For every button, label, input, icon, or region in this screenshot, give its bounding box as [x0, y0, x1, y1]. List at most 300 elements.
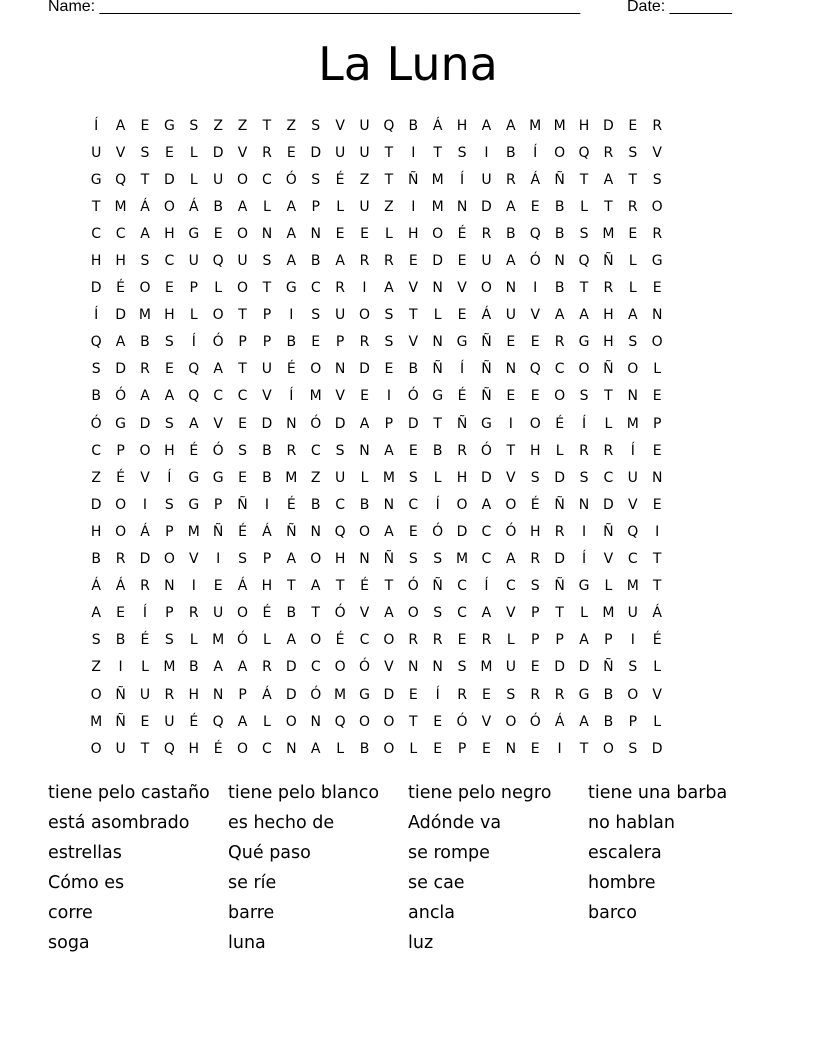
- grid-letter: R: [554, 686, 565, 703]
- grid-letter: Ñ: [603, 523, 614, 540]
- grid-letter: U: [213, 605, 224, 622]
- word-list-item: tiene una barba: [588, 783, 728, 803]
- grid-letter: N: [578, 496, 590, 513]
- grid-letter: A: [237, 659, 248, 676]
- grid-letter: S: [408, 469, 418, 486]
- grid-letter: S: [408, 551, 418, 568]
- grid-row: [84, 437, 732, 464]
- grid-letter: D: [603, 117, 614, 134]
- grid-letter: E: [530, 740, 540, 757]
- grid-letter: E: [457, 253, 467, 270]
- grid-letter: S: [311, 307, 321, 324]
- grid-row: [84, 573, 732, 600]
- grid-letter: T: [628, 171, 638, 188]
- grid-letter: D: [285, 659, 297, 676]
- grid-letter: C: [457, 578, 467, 595]
- grid-letter: B: [506, 144, 516, 161]
- grid-letter: E: [408, 442, 418, 459]
- grid-letter: B: [286, 605, 297, 622]
- grid-letter: N: [651, 307, 663, 324]
- grid-letter: N: [286, 740, 297, 757]
- grid-row: [84, 356, 732, 383]
- grid-letter: L: [214, 280, 223, 297]
- grid-letter: Ñ: [115, 713, 126, 730]
- grid-letter: D: [212, 144, 224, 161]
- grid-letter: E: [652, 496, 662, 513]
- grid-letter: S: [91, 361, 101, 378]
- grid-letter: V: [506, 605, 516, 622]
- grid-letter: T: [311, 605, 320, 622]
- grid-letter: G: [188, 496, 200, 513]
- grid-letter: I: [411, 198, 416, 215]
- grid-letter: Í: [459, 361, 465, 378]
- grid-letter: I: [216, 551, 221, 568]
- grid-letter: L: [360, 469, 369, 486]
- grid-letter: O: [310, 632, 322, 649]
- grid-letter: Z: [91, 469, 101, 486]
- grid-letter: Z: [91, 659, 101, 676]
- grid-letter: Z: [310, 469, 321, 486]
- grid-letter: P: [628, 713, 638, 730]
- grid-letter: O: [163, 551, 175, 568]
- word-list-item: corre: [48, 903, 93, 923]
- grid-letter: C: [481, 523, 492, 540]
- grid-letter: Q: [163, 740, 175, 757]
- grid-letter: D: [651, 740, 663, 757]
- grid-letter: T: [408, 713, 418, 730]
- date-field: [627, 0, 732, 16]
- grid-letter: S: [579, 225, 589, 242]
- grid-letter: I: [484, 144, 489, 161]
- grid-letter: Ó: [285, 171, 297, 188]
- grid-letter: B: [115, 632, 126, 649]
- date-label: Date:: [627, 0, 666, 15]
- grid-letter: Q: [212, 713, 224, 730]
- grid-letter: Ó: [456, 713, 468, 730]
- grid-letter: Q: [334, 523, 346, 540]
- grid-letter: A: [603, 171, 614, 188]
- grid-letter: R: [140, 578, 150, 595]
- grid-letter: L: [506, 632, 515, 649]
- grid-letter: Q: [529, 225, 541, 242]
- grid-letter: Q: [90, 334, 102, 351]
- grid-row: [84, 600, 732, 627]
- grid-letter: T: [91, 198, 101, 215]
- grid-letter: Á: [91, 578, 101, 595]
- grid-letter: V: [384, 659, 394, 676]
- grid-letter: C: [310, 280, 321, 297]
- grid-letter: H: [164, 225, 175, 242]
- grid-letter: R: [530, 686, 541, 703]
- grid-letter: H: [408, 225, 419, 242]
- word-list-item: se ríe: [228, 873, 277, 893]
- grid-letter: T: [604, 198, 613, 215]
- grid-letter: S: [335, 442, 345, 459]
- grid-letter: Q: [212, 253, 224, 270]
- grid-letter: É: [457, 225, 467, 242]
- grid-letter: C: [457, 605, 467, 622]
- grid-letter: B: [262, 469, 272, 486]
- grid-letter: T: [604, 388, 613, 405]
- word-list-item: tiene pelo blanco: [228, 783, 380, 803]
- grid-letter: A: [164, 388, 175, 405]
- word-list-item: se cae: [408, 873, 465, 893]
- grid-letter: P: [165, 605, 174, 622]
- grid-row: [84, 383, 732, 410]
- word-list-item: está asombrado: [48, 813, 190, 833]
- grid-letter: O: [334, 659, 346, 676]
- grid-letter: C: [310, 659, 321, 676]
- grid-row: [84, 518, 732, 545]
- grid-letter: O: [554, 144, 566, 161]
- grid-letter: L: [189, 632, 198, 649]
- grid-letter: R: [505, 171, 516, 188]
- grid-letter: A: [310, 740, 321, 757]
- grid-letter: U: [627, 469, 638, 486]
- grid-letter: T: [287, 578, 296, 595]
- grid-letter: N: [651, 469, 663, 486]
- word-list-item: es hecho de: [228, 813, 335, 833]
- grid-letter: O: [505, 496, 517, 513]
- grid-letter: Ñ: [115, 686, 126, 703]
- grid-letter: O: [627, 686, 639, 703]
- grid-letter: S: [530, 578, 540, 595]
- grid-letter: U: [481, 253, 492, 270]
- grid-letter: T: [140, 740, 150, 757]
- grid-letter: Ñ: [603, 361, 614, 378]
- grid-letter: Ñ: [554, 496, 565, 513]
- grid-letter: U: [505, 307, 516, 324]
- grid-letter: Q: [334, 713, 346, 730]
- grid-letter: U: [139, 686, 151, 703]
- grid-letter: O: [237, 740, 249, 757]
- grid-letter: B: [506, 225, 516, 242]
- grid-letter: Ó: [480, 442, 492, 459]
- grid-letter: H: [188, 740, 200, 757]
- grid-letter: A: [213, 361, 223, 378]
- grid-letter: Í: [459, 171, 465, 188]
- grid-letter: V: [335, 117, 345, 134]
- grid-letter: B: [262, 442, 272, 459]
- grid-letter: Ñ: [481, 388, 492, 405]
- grid-letter: R: [432, 632, 443, 649]
- grid-letter: M: [285, 469, 298, 486]
- grid-letter: L: [604, 415, 613, 432]
- grid-letter: R: [359, 334, 370, 351]
- grid-letter: O: [383, 713, 395, 730]
- grid-letter: E: [652, 280, 662, 297]
- grid-letter: S: [652, 171, 662, 188]
- grid-letter: O: [651, 198, 663, 215]
- grid-letter: E: [335, 225, 345, 242]
- grid-letter: B: [140, 334, 150, 351]
- grid-letter: P: [116, 442, 125, 459]
- grid-letter: C: [335, 496, 345, 513]
- grid-letter: T: [652, 551, 662, 568]
- grid-letter: S: [91, 632, 101, 649]
- grid-letter: O: [212, 307, 224, 324]
- grid-row: [84, 275, 732, 302]
- grid-letter: L: [189, 307, 198, 324]
- grid-letter: Ñ: [554, 578, 565, 595]
- grid-letter: E: [433, 713, 443, 730]
- grid-letter: I: [386, 388, 391, 405]
- grid-letter: Á: [262, 523, 272, 540]
- word-list-item: hombre: [588, 873, 656, 893]
- word-list-item: luz: [408, 933, 434, 953]
- grid-letter: A: [188, 415, 199, 432]
- grid-letter: E: [506, 334, 516, 351]
- grid-letter: T: [384, 171, 394, 188]
- grid-letter: Ñ: [212, 523, 224, 540]
- grid-letter: Í: [630, 442, 635, 459]
- grid-row: [84, 166, 732, 193]
- grid-letter: U: [261, 361, 273, 378]
- grid-letter: R: [164, 686, 175, 703]
- grid-letter: O: [115, 523, 127, 540]
- grid-letter: Ñ: [603, 253, 614, 270]
- grid-letter: C: [554, 361, 565, 378]
- grid-letter: Ó: [505, 523, 517, 540]
- grid-letter: Í: [435, 496, 440, 513]
- grid-letter: I: [264, 496, 269, 513]
- grid-letter: C: [359, 632, 370, 649]
- grid-letter: S: [506, 686, 516, 703]
- grid-letter: D: [139, 551, 151, 568]
- grid-letter: É: [189, 442, 199, 459]
- grid-letter: Ó: [432, 523, 444, 540]
- grid-letter: Z: [213, 117, 223, 134]
- grid-letter: Q: [188, 388, 200, 405]
- grid-letter: É: [213, 740, 223, 757]
- grid-row: [84, 247, 732, 274]
- grid-letter: Ñ: [286, 523, 297, 540]
- grid-letter: L: [580, 605, 588, 622]
- grid-letter: Í: [484, 578, 489, 595]
- grid-letter: T: [433, 144, 442, 161]
- grid-letter: P: [531, 632, 540, 649]
- word-list-item: barco: [588, 903, 637, 923]
- grid-letter: O: [578, 361, 590, 378]
- grid-row: [84, 220, 732, 247]
- grid-letter: U: [213, 171, 224, 188]
- grid-letter: U: [359, 198, 370, 215]
- grid-letter: Ñ: [432, 578, 443, 595]
- grid-letter: V: [359, 605, 370, 622]
- grid-letter: R: [115, 551, 126, 568]
- grid-letter: M: [382, 469, 395, 486]
- grid-letter: R: [652, 225, 663, 242]
- grid-letter: I: [191, 578, 196, 595]
- grid-letter: S: [628, 144, 638, 161]
- grid-letter: M: [114, 198, 127, 215]
- grid-letter: N: [212, 686, 224, 703]
- grid-letter: B: [554, 198, 565, 215]
- grid-letter: N: [310, 225, 321, 242]
- grid-letter: É: [116, 469, 126, 486]
- grid-letter: S: [164, 334, 174, 351]
- grid-letter: O: [529, 415, 541, 432]
- grid-letter: D: [139, 415, 151, 432]
- grid-letter: N: [359, 551, 370, 568]
- grid-letter: A: [91, 605, 101, 622]
- grid-letter: V: [335, 388, 345, 405]
- word-list: [48, 778, 768, 958]
- grid-letter: E: [164, 280, 174, 297]
- grid-letter: O: [139, 442, 151, 459]
- grid-letter: Ó: [310, 686, 322, 703]
- word-list-item: estrellas: [48, 843, 122, 863]
- word-list-item: soga: [48, 933, 90, 953]
- grid-letter: Á: [652, 605, 662, 622]
- grid-letter: S: [457, 144, 467, 161]
- grid-letter: A: [579, 307, 589, 324]
- grid-letter: S: [384, 334, 394, 351]
- grid-letter: P: [555, 632, 564, 649]
- grid-letter: G: [188, 225, 200, 242]
- grid-letter: A: [506, 551, 516, 568]
- grid-letter: E: [140, 713, 150, 730]
- grid-letter: G: [212, 469, 224, 486]
- grid-letter: R: [603, 442, 614, 459]
- grid-letter: L: [141, 659, 149, 676]
- grid-letter: B: [310, 496, 321, 513]
- grid-letter: Á: [432, 117, 443, 134]
- grid-row: [84, 193, 732, 220]
- grid-letter: M: [187, 523, 200, 540]
- grid-letter: R: [603, 280, 614, 297]
- grid-letter: A: [554, 307, 565, 324]
- grid-letter: R: [481, 225, 492, 242]
- grid-letter: A: [140, 388, 150, 405]
- grid-row: [84, 681, 732, 708]
- grid-letter: A: [237, 713, 248, 730]
- grid-letter: N: [432, 334, 443, 351]
- grid-letter: T: [506, 442, 516, 459]
- grid-letter: Ó: [310, 415, 322, 432]
- grid-letter: B: [408, 361, 419, 378]
- grid-letter: D: [310, 144, 322, 161]
- grid-letter: R: [140, 361, 150, 378]
- grid-letter: B: [432, 442, 443, 459]
- grid-letter: S: [140, 253, 150, 270]
- grid-letter: P: [335, 334, 345, 351]
- grid-letter: U: [188, 253, 199, 270]
- grid-letter: Ó: [529, 713, 541, 730]
- grid-letter: D: [554, 659, 565, 676]
- grid-letter: O: [432, 225, 444, 242]
- grid-letter: D: [554, 551, 565, 568]
- grid-letter: Í: [533, 144, 538, 161]
- grid-letter: O: [90, 740, 102, 757]
- grid-letter: A: [310, 578, 321, 595]
- name-field: [48, 0, 580, 16]
- grid-letter: H: [261, 578, 273, 595]
- grid-letter: O: [358, 523, 370, 540]
- grid-letter: É: [457, 388, 467, 405]
- grid-letter: D: [603, 496, 614, 513]
- grid-letter: D: [261, 415, 273, 432]
- grid-letter: T: [335, 578, 345, 595]
- grid-letter: E: [213, 578, 223, 595]
- grid-letter: S: [579, 388, 589, 405]
- grid-letter: O: [237, 280, 249, 297]
- grid-letter: E: [408, 523, 418, 540]
- grid-letter: Á: [140, 198, 150, 215]
- grid-letter: H: [456, 469, 468, 486]
- grid-letter: E: [286, 144, 296, 161]
- grid-letter: E: [408, 253, 418, 270]
- grid-letter: D: [359, 361, 370, 378]
- grid-letter: R: [530, 551, 541, 568]
- grid-letter: U: [115, 740, 126, 757]
- grid-letter: É: [335, 632, 345, 649]
- word-list-item: ancla: [408, 903, 456, 923]
- grid-letter: G: [578, 686, 590, 703]
- grid-letter: S: [433, 605, 443, 622]
- grid-letter: G: [115, 415, 127, 432]
- grid-letter: E: [506, 388, 516, 405]
- grid-letter: O: [407, 605, 419, 622]
- grid-letter: É: [116, 280, 126, 297]
- grid-letter: É: [140, 632, 150, 649]
- grid-letter: V: [530, 307, 541, 324]
- grid-letter: L: [580, 198, 588, 215]
- grid-letter: R: [262, 144, 272, 161]
- grid-letter: Í: [581, 551, 587, 568]
- grid-letter: S: [238, 551, 247, 568]
- grid-letter: R: [603, 144, 614, 161]
- grid-letter: L: [336, 198, 344, 215]
- grid-letter: Ó: [529, 253, 541, 270]
- grid-letter: R: [262, 659, 272, 676]
- grid-letter: T: [652, 578, 662, 595]
- grid-letter: S: [579, 469, 589, 486]
- grid-letter: H: [603, 307, 614, 324]
- page-title: La Luna: [318, 37, 498, 91]
- grid-letter: C: [408, 496, 419, 513]
- grid-letter: P: [531, 605, 540, 622]
- grid-letter: N: [505, 361, 517, 378]
- grid-row: [84, 139, 732, 166]
- grid-letter: N: [334, 361, 346, 378]
- grid-letter: C: [310, 442, 321, 459]
- grid-letter: C: [91, 442, 102, 459]
- grid-letter: N: [627, 388, 639, 405]
- grid-letter: O: [237, 171, 249, 188]
- grid-letter: Z: [237, 117, 248, 134]
- grid-letter: B: [310, 253, 321, 270]
- grid-letter: P: [165, 523, 174, 540]
- grid-letter: L: [263, 198, 271, 215]
- grid-letter: E: [140, 117, 150, 134]
- grid-letter: É: [555, 415, 565, 432]
- grid-letter: É: [262, 605, 272, 622]
- grid-letter: C: [237, 388, 248, 405]
- grid-letter: T: [555, 605, 564, 622]
- grid-letter: B: [603, 713, 614, 730]
- header: [48, 0, 748, 18]
- word-list-item: Adónde va: [408, 813, 502, 833]
- grid-letter: V: [603, 551, 614, 568]
- grid-letter: R: [579, 442, 589, 459]
- grid-letter: B: [603, 686, 614, 703]
- grid-letter: V: [140, 469, 150, 486]
- grid-letter: A: [579, 632, 589, 649]
- grid-letter: C: [213, 388, 224, 405]
- grid-letter: R: [627, 198, 638, 215]
- grid-letter: Ñ: [432, 361, 443, 378]
